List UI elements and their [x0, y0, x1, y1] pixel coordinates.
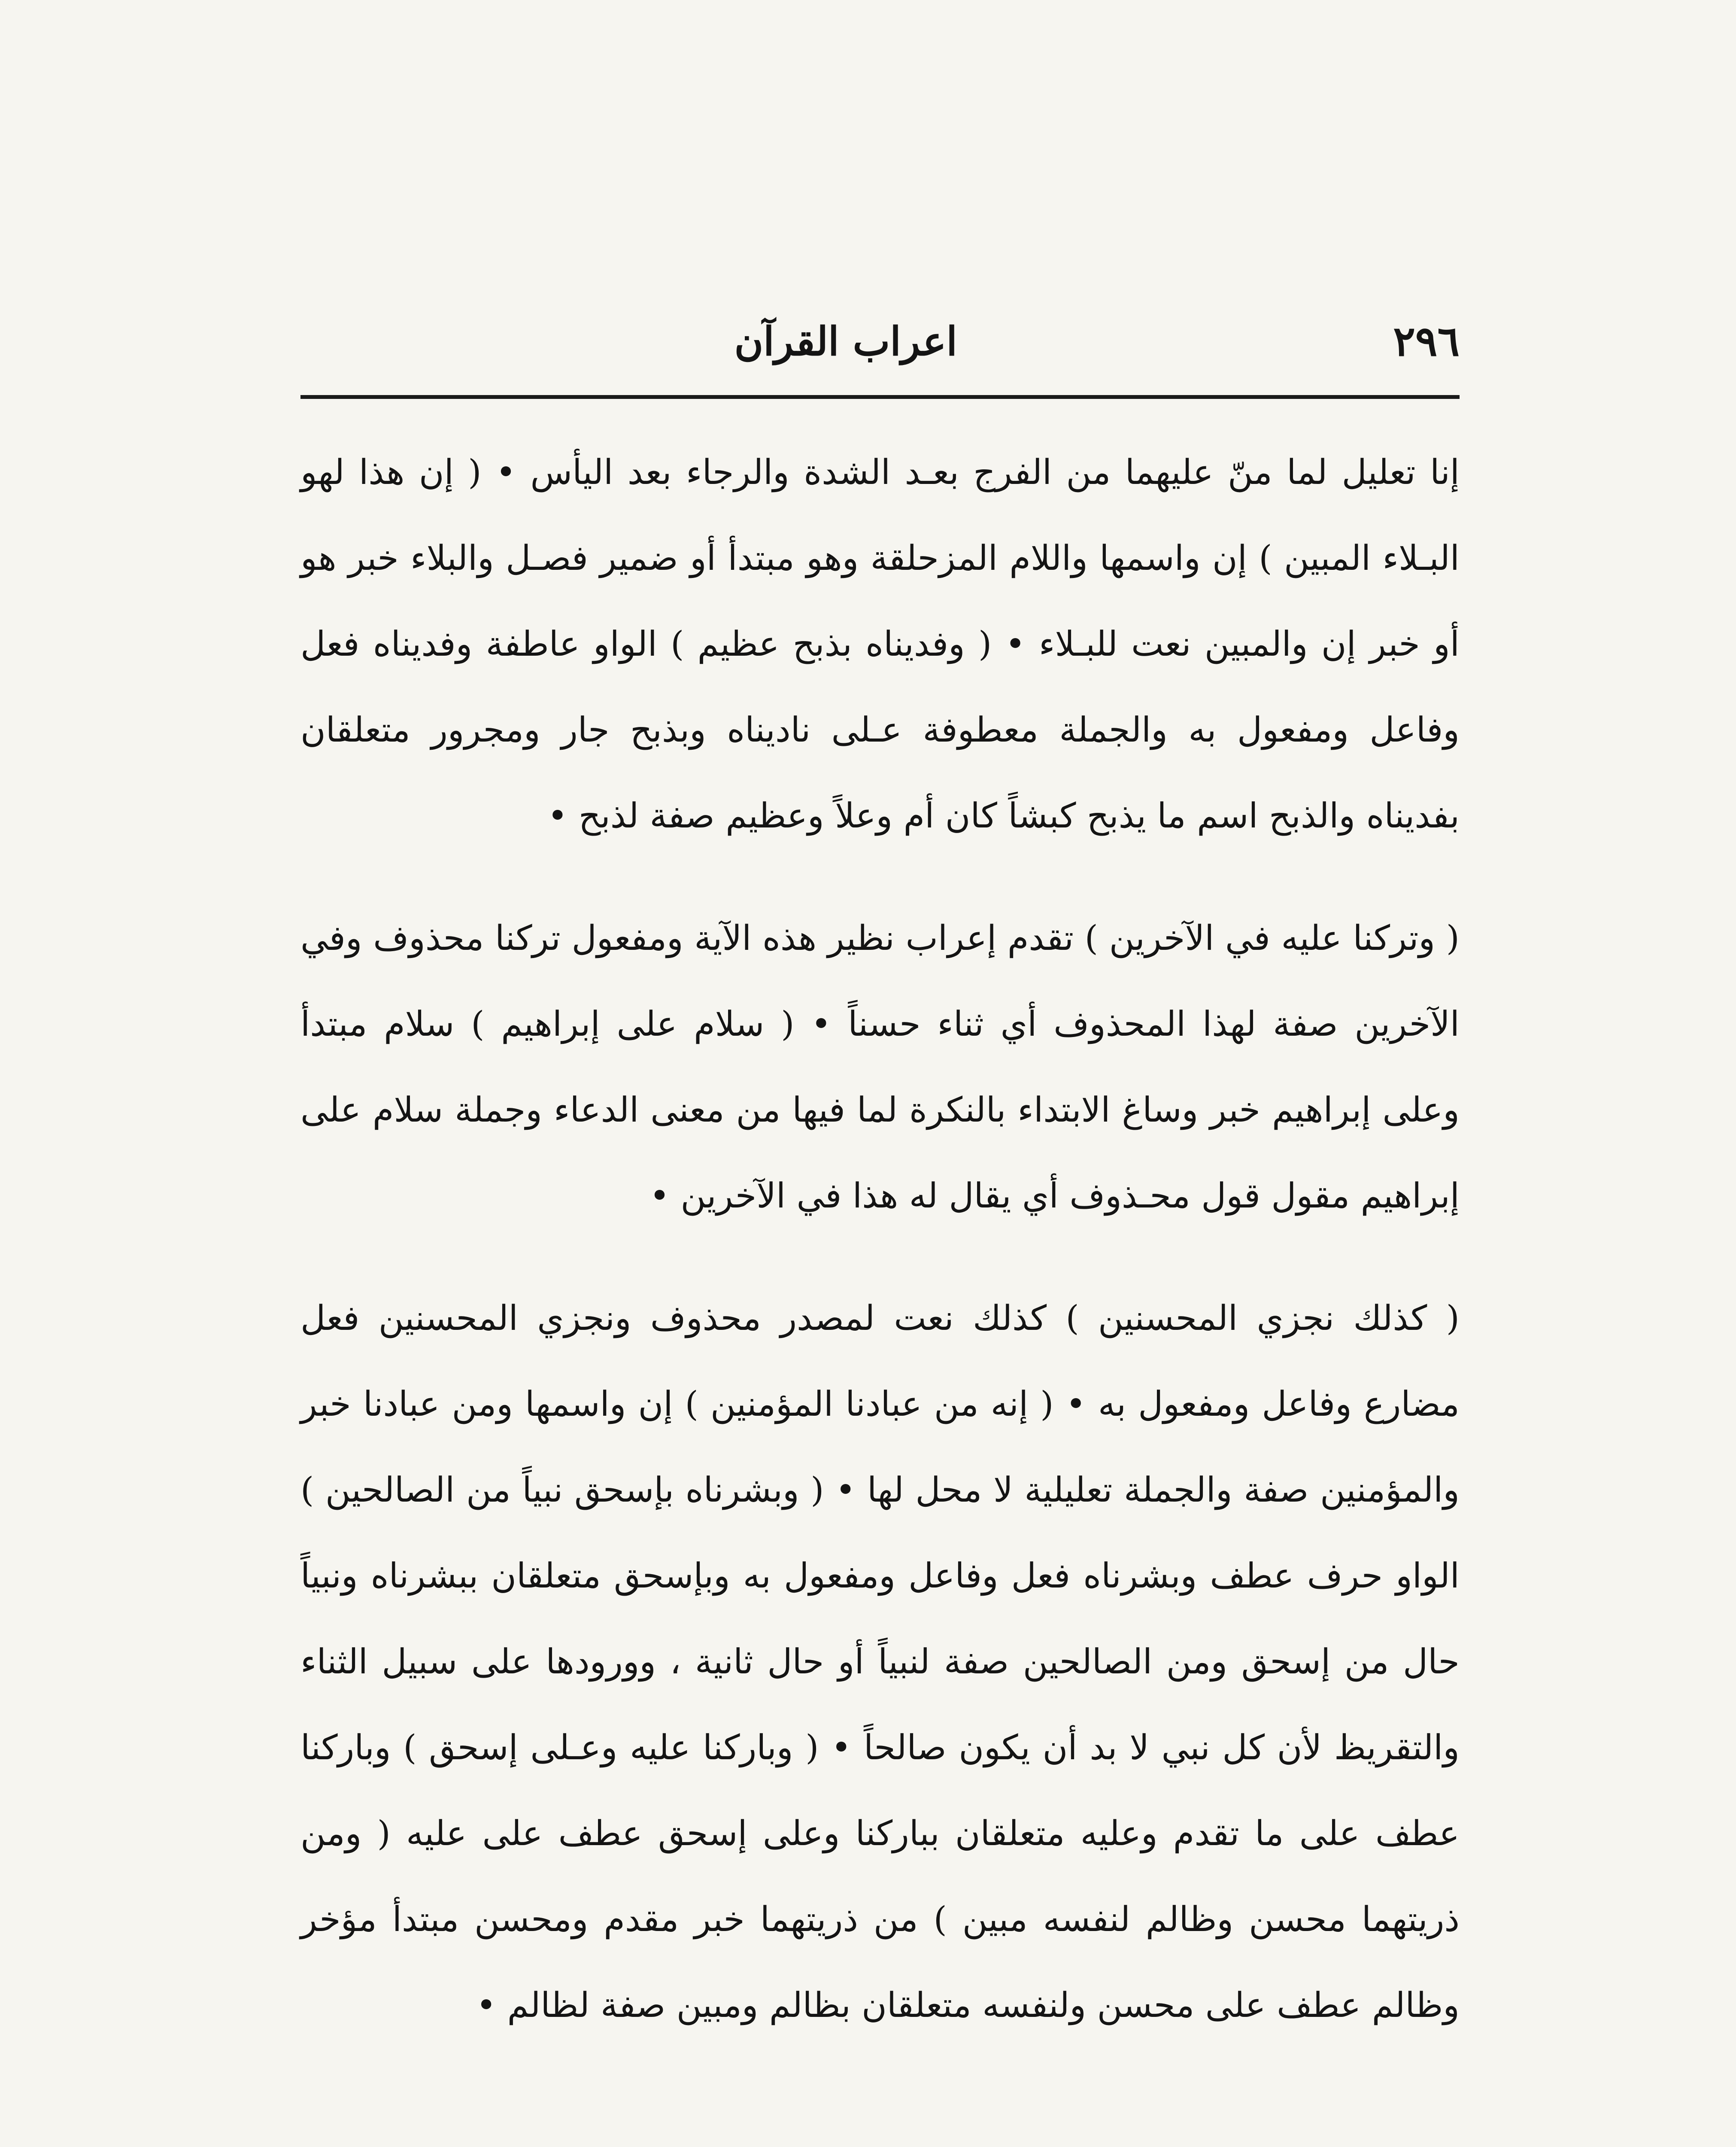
running-head: [300, 313, 1460, 369]
book-title: اعراب القرآن: [734, 318, 957, 365]
paragraph-2: ( وتركنا عليه في الآخرين ) تقدم إعراب نظير هذه الآية ومفعول تركنا محذوف وفي الآخرين صفة لهذا المحذوف أي ثناء حسناً • ( سلام على إبراهيم ) سلام مبتدأ وعلى إبراهيم خبر وساغ الابتداء بالنكرة لما فيها من معنى الدعاء وجملة سلام على إبراهيم مقول قول محـذوف أي يقال له هذا في الآخرين •: [300, 918, 1460, 1216]
page-number: ٢٩٦: [1393, 317, 1460, 365]
paragraph-1: إنا تعليل لما منّ عليهما من الفرج بعـد الشدة والرجاء بعد اليأس • ( إن هذا لهو البـلاء المبين ) إن واسمها واللام المزحلقة وهو مبتدأ أو ضمير فصـل والبلاء خبر هو أو خبر إن والمبين نعت للبـلاء • ( وفديناه بذبح عظيم ) الواو عاطفة وفديناه فعل وفاعل ومفعول به والجملة معطوفة عـلى ناديناه وبذبح جار ومجرور متعلقان بفديناه والذبح اسم ما يذبح كبشاً كان أم وعلاً وعظيم صفة لذبح •: [300, 452, 1460, 836]
header-rule: [300, 395, 1460, 399]
paragraph-3: ( كذلك نجزي المحسنين ) كذلك نعت لمصدر محذوف ونجزي المحسنين فعل مضارع وفاعل ومفعول به • ( إنه من عبادنا المؤمنين ) إن واسمها ومن عبادنا خبر والمؤمنين صفة والجملة تعليلية لا محل لها • ( وبشرناه بإسحق نبياً من الصالحين ) الواو حرف عطف وبشرناه فعل وفاعل ومفعول به وبإسحق متعلقان ببشرناه ونبياً حال من إسحق ومن الصالحين صفة لنبياً أو حال ثانية ، وورودها على سبيل الثناء والتقريظ لأن كل نبي لا بد أن يكون صالحاً • ( وباركنا عليه وعـلى إسحق ) وباركنا عطف على ما تقدم وعليه متعلقان بباركنا وعلى إسحق عطف على عليه ( ومن ذريتهما محسن وظالم لنفسه مبين ) من ذريتهما خبر مقدم ومحسن مبتدأ مؤخر وظالم عطف على محسن ولنفسه متعلقان بظالم ومبين صفة لظالم •: [300, 1298, 1460, 2025]
page-body: [300, 429, 1460, 2048]
